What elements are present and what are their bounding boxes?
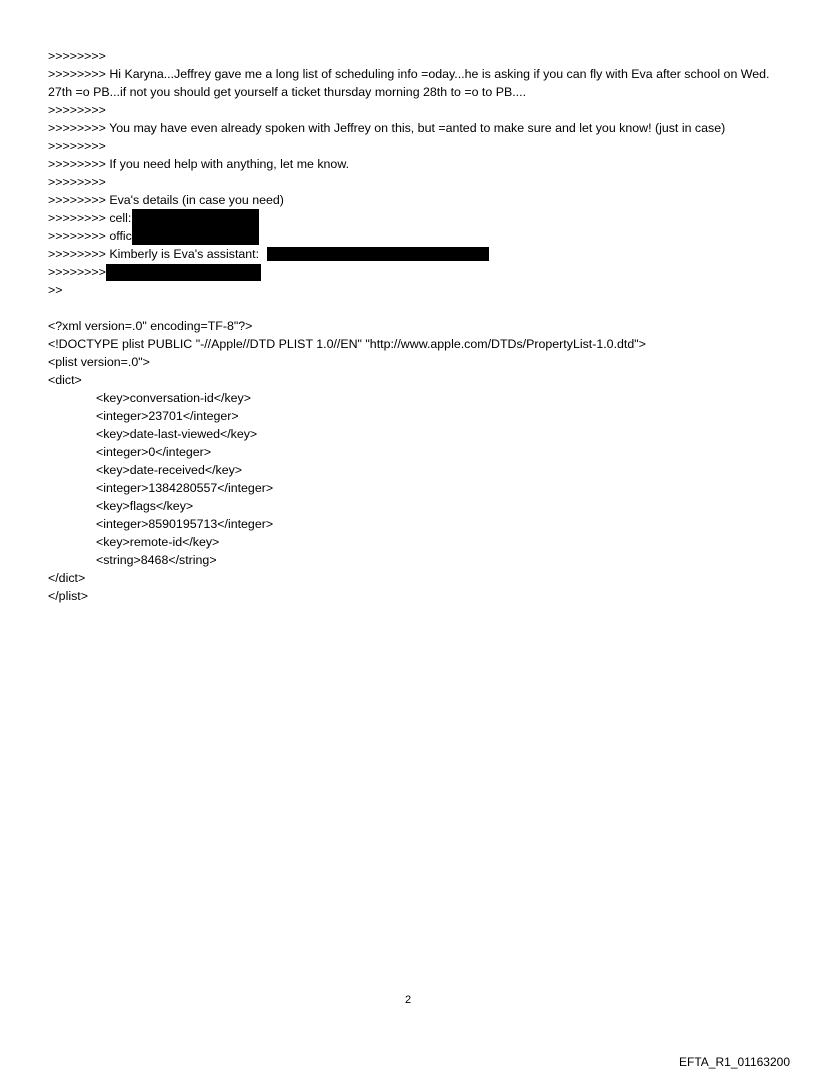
quote-line: >>>>>>>> — [48, 175, 106, 189]
quote-line: >>>>>>>> — [48, 103, 106, 117]
redaction-box — [106, 264, 261, 281]
plist-entry: <integer>8590195713</integer> — [96, 517, 274, 531]
office-label: >>>>>>>> offic — [48, 229, 132, 243]
plist-open-tag: <plist version=.0"> — [48, 355, 150, 369]
xml-declaration: <?xml version=.0" encoding=TF-8"?> — [48, 319, 253, 333]
message-paragraph-schedule: >>>>>>>> Hi Karyna...Jeffrey gave me a long list of scheduling info =oday...he is asking if you can fly with Eva after school on Wed. 27th =o PB...if not you should get yourself a ticket thursday morning 28th to =o to PB.... — [48, 67, 770, 99]
message-paragraph-details: >>>>>>>> Eva's details (in case you need) — [48, 193, 284, 207]
dict-close-tag: </dict> — [48, 571, 86, 585]
spacer — [48, 299, 778, 317]
plist-entry: <string>8468</string> — [96, 553, 217, 567]
redacted-line — [48, 263, 778, 281]
assistant-label: >>>>>>>> Kimberly is Eva's assistant: — [48, 247, 260, 261]
plist-entry: <key>date-received</key> — [96, 463, 243, 477]
dict-open-tag: <dict> — [48, 373, 82, 387]
doctype-line: <!DOCTYPE plist PUBLIC "-//Apple//DTD PLIST 1.0//EN" "http://www.apple.com/DTDs/PropertyList-1.0.dtd"> — [48, 337, 646, 351]
message-paragraph-check: >>>>>>>> You may have even already spoken with Jeffrey on this, but =anted to make sure and let you know! (just in case) — [48, 121, 726, 135]
redaction-box — [132, 209, 259, 245]
closing-quote: >> — [48, 283, 63, 297]
cell-label: >>>>>>>> cell: — [48, 211, 132, 225]
redaction-box — [267, 247, 489, 261]
plist-entry: <key>flags</key> — [96, 499, 194, 513]
plist-close-tag: </plist> — [48, 589, 88, 603]
quote-line: >>>>>>>> — [48, 139, 106, 153]
document-body — [48, 47, 778, 605]
plist-entry: <key>conversation-id</key> — [96, 391, 251, 405]
bates-number: EFTA_R1_01163200 — [679, 1055, 790, 1069]
plist-entry: <integer>0</integer> — [96, 445, 212, 459]
cell-line — [48, 209, 778, 227]
assistant-line — [48, 245, 778, 263]
page-number: 2 — [404, 994, 412, 1006]
quote-marker: >>>>>>>> — [48, 265, 106, 279]
plist-entry: <integer>1384280557</integer> — [96, 481, 274, 495]
quote-line: >>>>>>>> — [48, 49, 106, 63]
plist-entry: <integer>23701</integer> — [96, 409, 239, 423]
plist-entry: <key>remote-id</key> — [96, 535, 220, 549]
plist-entry: <key>date-last-viewed</key> — [96, 427, 258, 441]
message-paragraph-help: >>>>>>>> If you need help with anything, let me know. — [48, 157, 350, 171]
